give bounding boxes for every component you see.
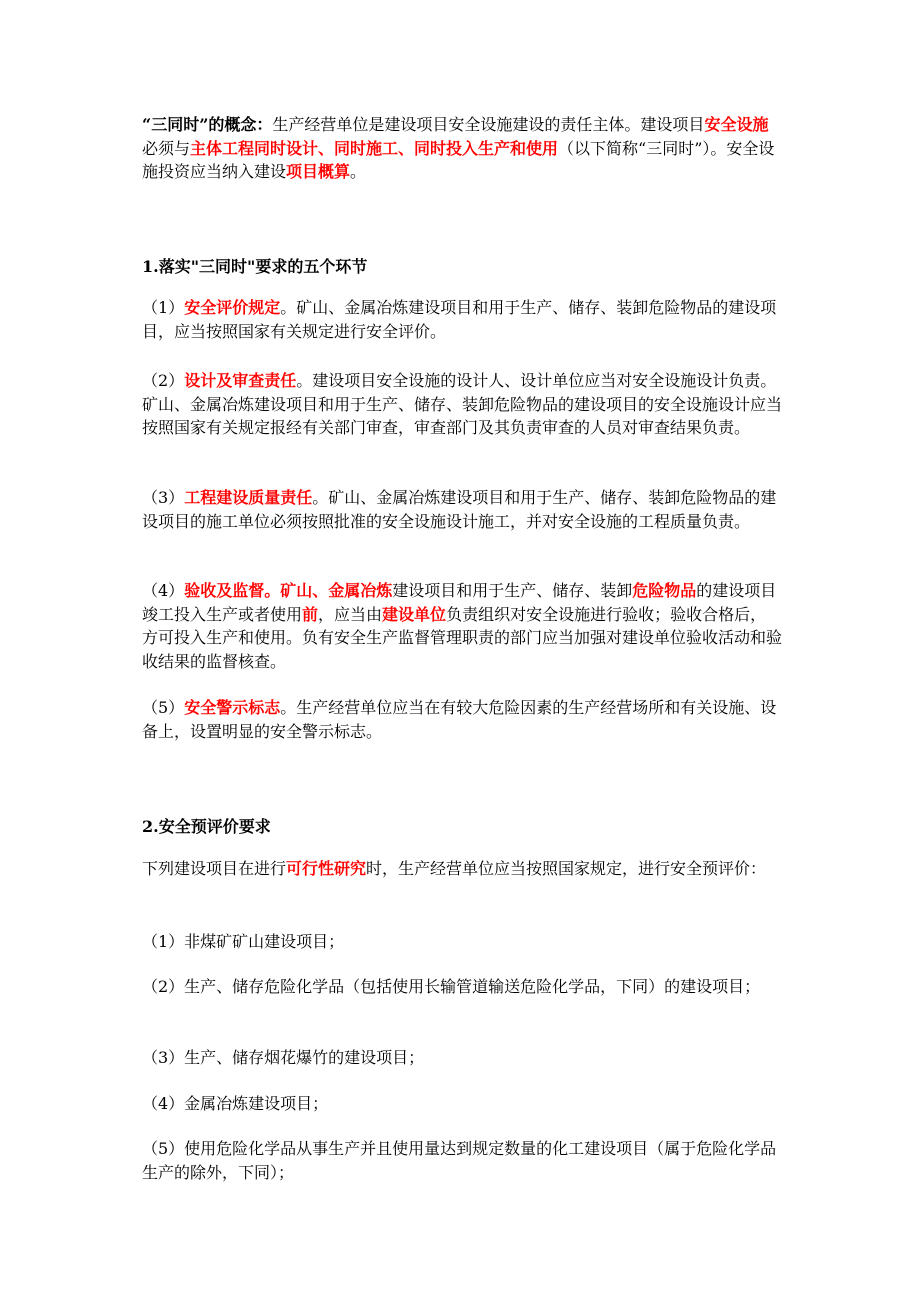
emphasis-text: 工程建设质量责任 xyxy=(184,488,313,507)
item-text: ，应当由 xyxy=(318,604,383,624)
intro-paragraph xyxy=(142,113,782,184)
intro-text: 生产经营单位是建设项目安全设施建设的责任主体。建设项目 xyxy=(272,115,705,134)
intro-text: 。 xyxy=(350,162,367,181)
section2-heading: 2.安全预评价要求 xyxy=(142,817,271,836)
intro-text: 必须与 xyxy=(142,138,191,158)
item-text: 。矿山、金属冶炼建设项目和用于生产、储存、装卸危险物品的建设项目的施工单位必须按照批准的安全设施设计施工，并对安全设施的工程质量负责。 xyxy=(142,488,777,531)
section2-item-1: （1）非煤矿矿山建设项目； xyxy=(142,932,345,951)
emphasis-text: 主体工程同时设计、同时施工、同时投入生产和使用 xyxy=(190,138,559,158)
emphasis-text: 项目概算 xyxy=(286,162,351,181)
item-number: （3） xyxy=(142,488,185,507)
emphasis-text: 验收及监督 xyxy=(184,581,265,600)
lead-text: 时，生产经营单位应当按照国家规定，进行安全预评价： xyxy=(366,859,767,878)
lead-text: 下列建设项目在进行 xyxy=(142,859,287,878)
section1-item-5 xyxy=(142,696,782,743)
emphasis-text: 安全设施 xyxy=(704,115,769,134)
item-text: 负责组织对安全设施进行验收；验收合格后，方可投入生产和使用。负有安全生产监督管理职责的部门应当加强对建设单位验收活动和验收结果的监督核查。 xyxy=(142,604,783,671)
emphasis-text: 安全警示标志 xyxy=(184,698,281,717)
item-text: 。生产经营单位应当在有较大危险因素的生产经营场所和有关设施、设备上，设置明显的安全警示标志。 xyxy=(142,698,777,741)
item-text: 。矿山、金属冶炼建设项目和用于生产、储存、装卸危险物品的建设项目，应当按照国家有关规定进行安全评价。 xyxy=(142,298,777,341)
section1-item-1 xyxy=(142,296,782,343)
section1-heading: 1.落实"三同时"要求的五个环节 xyxy=(142,257,368,276)
emphasis-text: 可行性研究 xyxy=(286,859,367,878)
item-number: （1） xyxy=(142,298,185,317)
item-number: （4） xyxy=(142,581,185,600)
item-text: 建设项目和用于生产、储存、装卸 xyxy=(392,581,633,600)
item-text: 。建设项目安全设施的设计人、设计单位应当对安全设施设计负责。矿山、金属冶炼建设项目和用于生产、储存、装卸危险物品的建设项目的安全设施设计应当按照国家有关规定报经有关部门审查，审查部门及其负责审查的人员对审查结果负责。 xyxy=(142,371,783,437)
item-number: （2） xyxy=(142,371,185,390)
section2-item-3: （3）生产、储存烟花爆竹的建设项目； xyxy=(142,1048,425,1067)
section2-lead xyxy=(142,857,782,881)
section2-item-5: （5）使用危险化学品从事生产并且使用量达到规定数量的化工建设项目（属于危险化学品生产的除外，下同）； xyxy=(142,1139,777,1182)
emphasis-text: 危险物品 xyxy=(632,581,697,600)
section1-item-3 xyxy=(142,486,782,533)
emphasis-text: 安全评价规定 xyxy=(184,298,281,317)
section1-item-2 xyxy=(142,369,782,440)
emphasis-text: 前 xyxy=(302,604,319,624)
intro-label: “三同时”的概念： xyxy=(142,115,273,134)
emphasis-text: 设计及审查责任 xyxy=(184,371,297,390)
section2-item-4: （4）金属冶炼建设项目； xyxy=(142,1094,329,1113)
section1-item-4 xyxy=(142,579,782,673)
section2-item-2: （2）生产、储存危险化学品（包括使用长输管道输送危险化学品，下同）的建设项目； xyxy=(142,977,761,996)
emphasis-text: 。 xyxy=(264,581,281,600)
intro-text: （以下简称“三同时”）。安全设施投资应当纳入建设 xyxy=(142,138,775,181)
item-text: 的建设项目竣工投入生产或者使用 xyxy=(142,581,777,624)
item-number: （5） xyxy=(142,698,185,717)
emphasis-text: 建设单位 xyxy=(382,604,447,624)
emphasis-text: 矿山、金属冶炼 xyxy=(280,581,393,600)
